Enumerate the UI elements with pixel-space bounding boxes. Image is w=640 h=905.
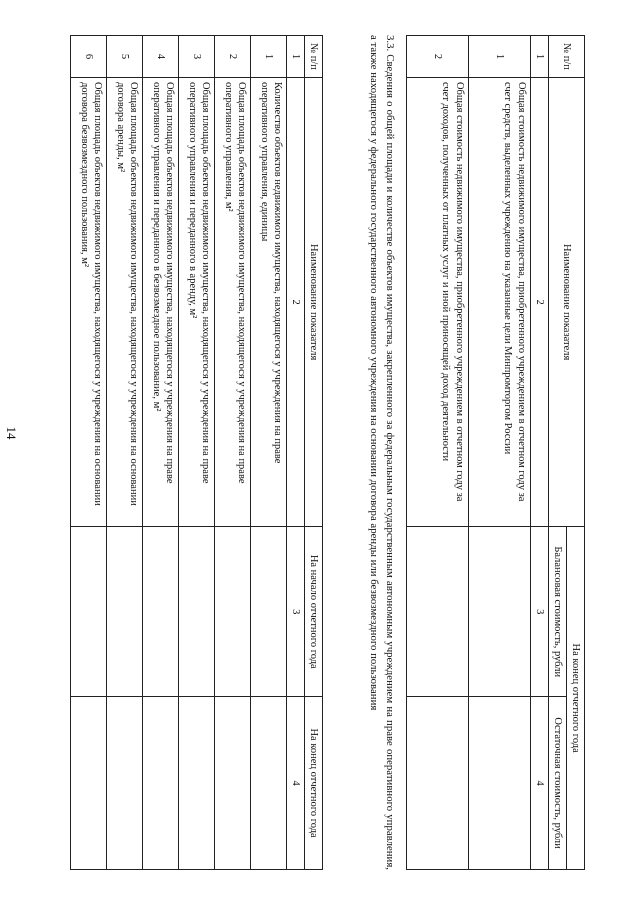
end-value: [142, 697, 178, 870]
start-value: [214, 527, 250, 697]
index-cell: 4: [530, 697, 548, 870]
balance-value: [406, 527, 468, 697]
end-value: [106, 697, 142, 870]
start-value: [70, 527, 106, 697]
index-cell: 4: [286, 697, 304, 870]
property-cost-table: [406, 35, 585, 870]
row-name: Общая площадь объектов недвижимого имущества, находящегося у учреждения на основании договора аренды, м²: [106, 77, 142, 526]
start-value: [178, 527, 214, 697]
page-number: 14: [4, 426, 19, 440]
row-number: 1: [250, 36, 286, 78]
end-value: [214, 697, 250, 870]
row-number: 3: [178, 36, 214, 78]
header-name: Наименование показателя: [304, 77, 322, 526]
row-name: Общая площадь объектов недвижимого имущества, находящегося у учреждения на праве оперативного управления и переданного в безвозмездное пользование, м²: [142, 77, 178, 526]
row-name: Общая стоимость недвижимого имущества, приобретенного учреждением в отчетном году за счет доходов, полученных от платных услуг и иной приносящей доход деятельности: [406, 77, 468, 526]
header-year-start: На начало отчетного года: [304, 527, 322, 697]
header-year-end: На конец отчетного года: [304, 697, 322, 870]
row-name: Общая площадь объектов недвижимого имущества, находящегося у учреждения на праве оперативного управления и переданного в аренду, м²: [178, 77, 214, 526]
property-area-table: [70, 35, 323, 870]
end-value: [178, 697, 214, 870]
balance-value: [468, 527, 530, 697]
row-name: Общая площадь объектов недвижимого имущества, находящегося у учреждения на праве оперативного управления, м²: [214, 77, 250, 526]
row-number: 5: [106, 36, 142, 78]
row-name: Общая стоимость недвижимого имущества, приобретенного учреждением в отчетном году за счет средств, выделенных учреждению на указанные цели Минпромторгом России: [468, 77, 530, 526]
index-cell: 1: [286, 36, 304, 78]
row-number: 6: [70, 36, 106, 78]
section-3-3-heading: 3.3. Сведения о общей площади и количестве объектов имущества, закрепленного за федеральным государственным автономным учреждением на праве оперативного управления, а также находящегося у федерального государственного автономного учреждения на основании договора аренды или безвозмездного пользования: [368, 35, 396, 870]
row-number: 2: [214, 36, 250, 78]
row-number: 2: [406, 36, 468, 78]
row-name: Количество объектов недвижимого имущества, находящегося у учреждения на праве оперативного управления, единицы: [250, 77, 286, 526]
start-value: [142, 527, 178, 697]
index-cell: 3: [286, 527, 304, 697]
index-cell: 2: [530, 77, 548, 526]
rotated-page-content: [60, 35, 585, 870]
row-name: Общая площадь объектов недвижимого имущества, находящегося у учреждения на основании договора безвозмездного пользования, м²: [70, 77, 106, 526]
end-value: [70, 697, 106, 870]
header-residual-cost: Остаточная стоимость, рубли: [548, 697, 566, 870]
header-no: № п/п: [304, 36, 322, 78]
start-value: [250, 527, 286, 697]
header-year-end: На конец отчетного года: [566, 527, 584, 870]
header-name: Наименование показателя: [548, 77, 584, 526]
index-cell: 1: [530, 36, 548, 78]
header-no: № п/п: [548, 36, 584, 78]
end-value: [250, 697, 286, 870]
header-balance-cost: Балансовая стоимость, рубли: [548, 527, 566, 697]
row-number: 1: [468, 36, 530, 78]
row-number: 4: [142, 36, 178, 78]
start-value: [106, 527, 142, 697]
index-cell: 2: [286, 77, 304, 526]
index-cell: 3: [530, 527, 548, 697]
residual-value: [468, 697, 530, 870]
residual-value: [406, 697, 468, 870]
